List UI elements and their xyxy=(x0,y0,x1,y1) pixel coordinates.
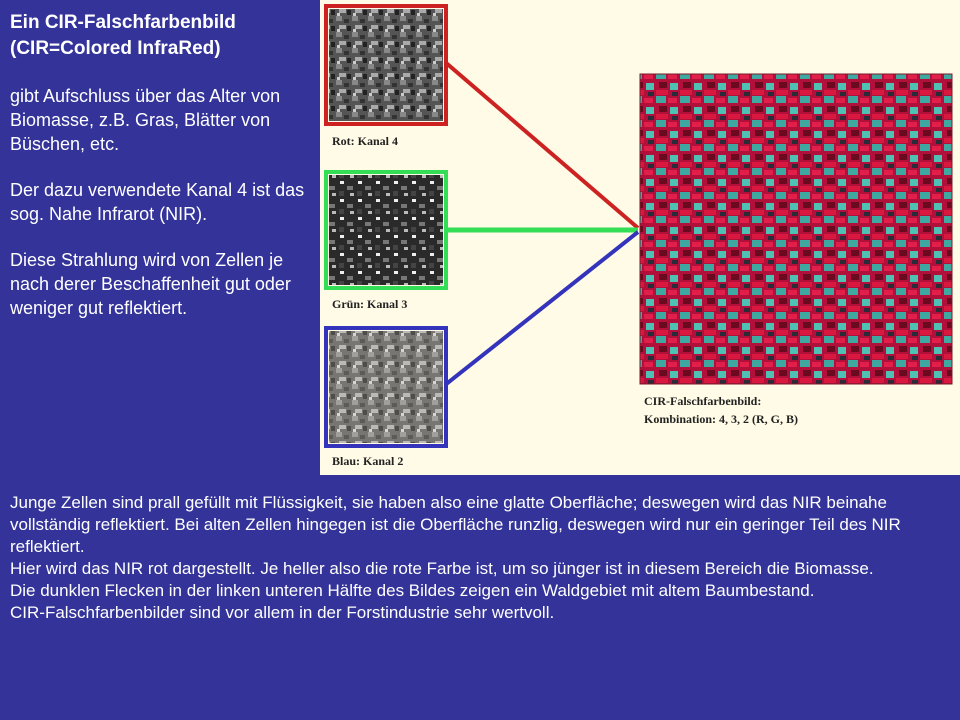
blue-channel-caption: Blau: Kanal 2 xyxy=(332,454,404,468)
explanation-paragraph-2: Hier wird das NIR rot dargestellt. Je heller also die rote Farbe ist, um so jünger ist in diesem Bereich die Biomasse. xyxy=(10,559,874,578)
intro-paragraph-1: gibt Aufschluss über das Alter von Biomasse, z.B. Gras, Blätter von Büschen, etc. xyxy=(10,86,281,154)
red-connector-line xyxy=(445,62,638,228)
blue-connector-line xyxy=(445,232,638,385)
diagram-graphics xyxy=(320,0,960,475)
title-line-2: (CIR=Colored InfraRed) xyxy=(10,38,221,59)
explanation-paragraph-1: Junge Zellen sind prall gefüllt mit Flüssigkeit, sie haben also eine glatte Oberfläche; deswegen wird das NIR beinahe vollständig reflektiert. Bei alten Zellen hingegen ist die Oberfläche runzlig, deswegen wird nur ein geringer Teil des NIR reflektiert. xyxy=(10,493,901,556)
intro-text-block xyxy=(10,10,310,320)
red-channel-caption: Rot: Kanal 4 xyxy=(332,134,398,148)
green-channel-image xyxy=(329,175,443,285)
green-channel-caption: Grün: Kanal 3 xyxy=(332,297,408,311)
explanation-paragraph-4: CIR-Falschfarbenbilder sind vor allem in der Forstindustrie sehr wertvoll. xyxy=(10,603,555,622)
result-caption-line-1: CIR-Falschfarbenbild: xyxy=(644,394,762,408)
explanation-text-block xyxy=(10,492,950,624)
blue-channel-image xyxy=(329,331,443,443)
explanation-paragraph-3: Die dunklen Flecken in der linken unteren Hälfte des Bildes zeigen ein Waldgebiet mit altem Baumbestand. xyxy=(10,581,815,600)
red-channel-image xyxy=(329,9,443,121)
cir-composition-diagram xyxy=(320,0,960,475)
cir-result-image xyxy=(640,74,952,384)
intro-paragraph-2: Der dazu verwendete Kanal 4 ist das sog. Nahe Infrarot (NIR). xyxy=(10,180,305,224)
result-caption-line-2: Kombination: 4, 3, 2 (R, G, B) xyxy=(644,412,799,426)
title-line-1: Ein CIR-Falschfarbenbild xyxy=(10,12,236,33)
intro-paragraph-3: Diese Strahlung wird von Zellen je nach derer Beschaffenheit gut oder weniger gut reflektiert. xyxy=(10,250,291,318)
